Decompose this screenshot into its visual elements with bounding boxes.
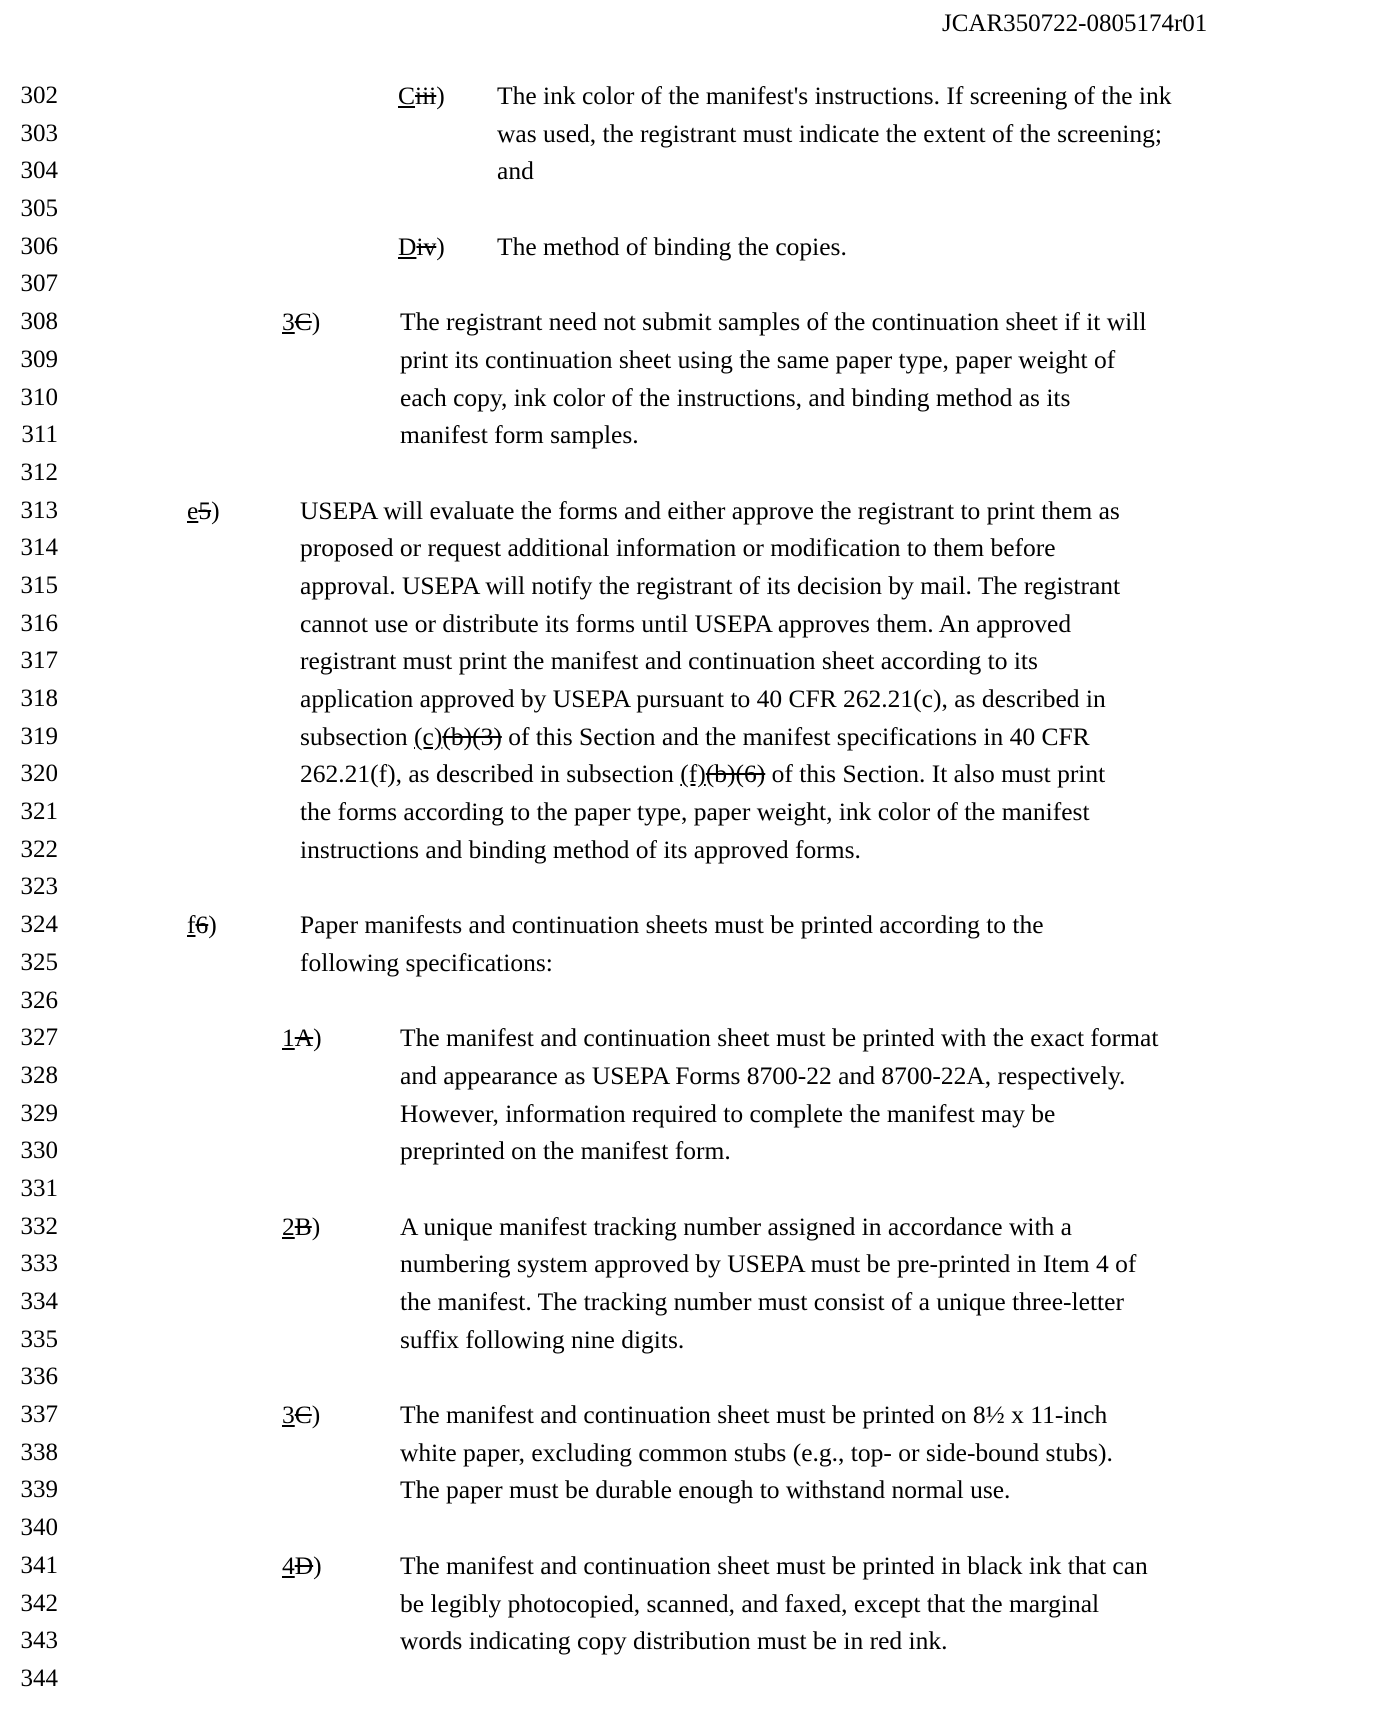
text-row (0, 1019, 1392, 1057)
text-row (0, 1170, 1392, 1208)
line-number: 305 (20, 195, 58, 223)
body-text: of this Section. It also must print (765, 759, 1106, 789)
line-number: 340 (20, 1514, 58, 1542)
inserted-text: (c) (414, 721, 443, 751)
deleted-label: 6 (195, 910, 209, 940)
line-number: 322 (20, 835, 58, 863)
document-body (0, 77, 1392, 1698)
line-number: 303 (20, 119, 58, 147)
paragraph-line (400, 1245, 1136, 1283)
line-number: 315 (20, 571, 58, 599)
body-text: cannot use or distribute its forms until USEPA approves them. An approved (300, 608, 1072, 638)
line-number: 337 (20, 1401, 58, 1429)
line-number: 312 (20, 458, 58, 486)
deleted-label: D (294, 1550, 314, 1580)
paragraph-line (497, 152, 534, 190)
line-number: 310 (20, 383, 58, 411)
paragraph-line (300, 492, 1120, 530)
subsection-label (282, 1019, 322, 1057)
subsection-label (187, 906, 217, 944)
paragraph-line (400, 1396, 1107, 1434)
label-paren: ) (208, 910, 217, 940)
text-row (0, 1434, 1392, 1472)
deleted-label: iv (416, 231, 437, 261)
line-number: 327 (20, 1024, 58, 1052)
line-number: 344 (20, 1664, 58, 1692)
line-number: 325 (20, 948, 58, 976)
line-number: 331 (20, 1174, 58, 1202)
line-number: 330 (20, 1137, 58, 1165)
subsection-label (282, 1547, 322, 1585)
paragraph-line (300, 831, 861, 869)
body-text: preprinted on the manifest form. (400, 1136, 731, 1166)
line-number: 320 (20, 760, 58, 788)
text-row (0, 1471, 1392, 1509)
paragraph-line (400, 416, 639, 454)
line-number: 313 (20, 496, 58, 524)
paragraph-line (400, 379, 1070, 417)
body-text: instructions and binding method of its approved forms. (300, 834, 861, 864)
text-row (0, 944, 1392, 982)
text-row (0, 265, 1392, 303)
text-row (0, 1095, 1392, 1133)
body-text: application approved by USEPA pursuant to 40 CFR 262.21(c), as described in (300, 684, 1106, 713)
body-text: be legibly photocopied, scanned, and faxed, except that the marginal (400, 1588, 1100, 1618)
body-text: and (497, 156, 534, 186)
paragraph-line (300, 718, 1090, 756)
paragraph-line (300, 755, 1105, 793)
line-number: 306 (20, 232, 58, 260)
body-text: each copy, ink color of the instructions, and binding method as its (400, 382, 1071, 412)
paragraph-line (400, 1434, 1113, 1472)
body-text: print its continuation sheet using the same paper type, paper weight of (400, 344, 1116, 374)
line-number: 336 (20, 1363, 58, 1391)
deleted-text: (b)(6) (705, 759, 766, 789)
inserted-label: D (398, 231, 417, 261)
line-number: 338 (20, 1438, 58, 1466)
inserted-label: 4 (282, 1550, 295, 1580)
body-text: 262.21(f), as described in subsection (300, 759, 681, 789)
inserted-label: f (187, 910, 196, 940)
text-row (0, 1321, 1392, 1359)
subsection-label (282, 1208, 320, 1246)
text-row (0, 492, 1392, 530)
text-row (0, 793, 1392, 831)
paragraph-line (400, 341, 1115, 379)
deleted-label: A (294, 1023, 314, 1053)
inserted-label: 3 (282, 307, 295, 337)
paragraph-line (497, 115, 1162, 153)
paragraph-line (400, 1321, 684, 1359)
deleted-label: B (294, 1211, 312, 1241)
paragraph-line (300, 793, 1090, 831)
paragraph-line (300, 567, 1120, 605)
line-number: 342 (20, 1589, 58, 1617)
body-text: was used, the registrant must indicate the extent of the screening; (497, 118, 1162, 148)
line-number: 333 (20, 1250, 58, 1278)
body-text: following specifications: (300, 947, 553, 977)
body-text: registrant must print the manifest and continuation sheet according to its (300, 646, 1038, 676)
label-paren: ) (313, 1023, 322, 1053)
body-text: of this Section and the manifest specifications in 40 CFR (501, 721, 1090, 751)
text-row (0, 718, 1392, 756)
deleted-label: C (294, 1400, 312, 1430)
paragraph-line (400, 1547, 1148, 1585)
body-text: The manifest and continuation sheet must be printed with the exact format (400, 1023, 1159, 1053)
body-text: The registrant need not submit samples of the continuation sheet if it will (400, 307, 1147, 337)
text-row (0, 454, 1392, 492)
label-paren: ) (211, 495, 220, 525)
paragraph-line (300, 642, 1038, 680)
line-number: 314 (20, 534, 58, 562)
inserted-label: C (398, 81, 416, 110)
paragraph-line (497, 228, 847, 266)
inserted-label: 3 (282, 1400, 295, 1430)
paragraph-line (400, 1283, 1124, 1321)
text-row (0, 529, 1392, 567)
body-text: numbering system approved by USEPA must be pre-printed in Item 4 of (400, 1249, 1137, 1279)
inserted-text: (f) (680, 759, 706, 789)
subsection-label (282, 303, 320, 341)
text-row (0, 831, 1392, 869)
text-row (0, 152, 1392, 190)
line-number: 311 (21, 421, 58, 449)
text-row (0, 1585, 1392, 1623)
label-paren: ) (311, 1211, 321, 1241)
line-number: 308 (20, 308, 58, 336)
paragraph-line (300, 529, 1056, 567)
text-row (0, 379, 1392, 417)
line-number: 304 (20, 157, 58, 185)
text-row (0, 341, 1392, 379)
subsection-label (398, 228, 445, 266)
deleted-label: 5 (198, 495, 212, 525)
text-row (0, 982, 1392, 1020)
body-text: manifest form samples. (400, 420, 639, 450)
label-paren: ) (436, 231, 445, 261)
body-text: The manifest and continuation sheet must be printed in black ink that can (400, 1550, 1148, 1580)
text-row (0, 1547, 1392, 1585)
body-text: The ink color of the manifest's instructions. If screening of the ink (497, 81, 1172, 110)
paragraph-line (400, 1208, 1072, 1246)
text-row (0, 1132, 1392, 1170)
inserted-label: e (187, 495, 199, 525)
text-row (0, 680, 1392, 718)
text-row (0, 190, 1392, 228)
paragraph-line (300, 906, 1044, 944)
text-row (0, 605, 1392, 643)
inserted-label: 1 (282, 1023, 295, 1053)
line-number: 321 (20, 798, 58, 826)
subsection-label (187, 492, 220, 530)
paragraph-line (400, 1057, 1125, 1095)
deleted-text: (b)(3) (442, 721, 502, 751)
line-number: 323 (20, 873, 58, 901)
body-text: A unique manifest tracking number assigned in accordance with a (400, 1211, 1072, 1241)
deleted-label: C (294, 307, 312, 337)
paragraph-line (400, 1471, 1010, 1509)
body-text: the manifest. The tracking number must consist of a unique three-letter (400, 1287, 1124, 1316)
label-paren: ) (313, 1550, 322, 1580)
paragraph-line (400, 1622, 947, 1660)
document-id-header: JCAR350722-0805174r01 (942, 10, 1208, 37)
label-paren: ) (311, 307, 321, 337)
paragraph-line (400, 303, 1146, 341)
line-number: 343 (20, 1627, 58, 1655)
text-row (0, 642, 1392, 680)
body-text: the forms according to the paper type, paper weight, ink color of the manifest (300, 797, 1090, 827)
text-row (0, 1509, 1392, 1547)
text-row (0, 906, 1392, 944)
paragraph-line (400, 1132, 731, 1170)
line-number: 332 (20, 1212, 58, 1240)
line-number: 334 (20, 1288, 58, 1315)
subsection-label (282, 1396, 320, 1434)
body-text: The method of binding the copies. (497, 231, 847, 261)
line-number: 339 (20, 1476, 58, 1504)
line-number: 324 (20, 911, 58, 939)
body-text: Paper manifests and continuation sheets must be printed according to the (300, 910, 1044, 940)
body-text: The manifest and continuation sheet must be printed on 8½ x 11-inch (400, 1400, 1108, 1430)
paragraph-line (400, 1585, 1099, 1623)
body-text: suffix following nine digits. (400, 1324, 685, 1354)
text-row (0, 755, 1392, 793)
line-number: 341 (20, 1551, 58, 1579)
text-row (0, 567, 1392, 605)
text-row (0, 115, 1392, 153)
paragraph-line (497, 77, 1172, 115)
paragraph-line (400, 1095, 1055, 1133)
text-row (0, 1396, 1392, 1434)
body-text: approval. USEPA will notify the registrant of its decision by mail. The registrant (300, 570, 1121, 600)
text-row (0, 1208, 1392, 1246)
body-text: The paper must be durable enough to withstand normal use. (400, 1475, 1011, 1505)
label-paren: ) (311, 1400, 321, 1430)
text-row (0, 416, 1392, 454)
text-row (0, 1358, 1392, 1396)
paragraph-line (400, 1019, 1158, 1057)
body-text: However, information required to complete the manifest may be (400, 1098, 1056, 1128)
body-text: USEPA will evaluate the forms and either approve the registrant to print them as (300, 495, 1120, 525)
text-row (0, 1622, 1392, 1660)
paragraph-line (300, 944, 553, 982)
text-row (0, 77, 1392, 115)
text-row (0, 868, 1392, 906)
text-row (0, 1245, 1392, 1283)
text-row (0, 303, 1392, 341)
paragraph-line (300, 680, 1106, 718)
line-number: 309 (20, 345, 58, 373)
line-number: 318 (20, 685, 58, 712)
deleted-label: iii (415, 81, 437, 110)
subsection-label (398, 77, 445, 115)
line-number: 326 (20, 986, 58, 1014)
body-text: subsection (300, 721, 415, 751)
line-number: 328 (20, 1061, 58, 1089)
paragraph-line (300, 605, 1071, 643)
body-text: words indicating copy distribution must be in red ink. (400, 1626, 948, 1656)
text-row (0, 1057, 1392, 1095)
text-row (0, 228, 1392, 266)
line-number: 329 (20, 1099, 58, 1127)
text-row (0, 1660, 1392, 1698)
body-text: proposed or request additional information or modification to them before (300, 533, 1056, 563)
line-number: 335 (20, 1325, 58, 1353)
body-text: white paper, excluding common stubs (e.g., top- or side-bound stubs). (400, 1437, 1113, 1467)
label-paren: ) (436, 81, 445, 110)
inserted-label: 2 (282, 1211, 295, 1241)
line-number: 317 (20, 647, 58, 675)
line-number: 319 (20, 722, 58, 750)
body-text: and appearance as USEPA Forms 8700-22 and 8700-22A, respectively. (400, 1060, 1126, 1090)
line-number: 316 (20, 609, 58, 637)
line-number: 302 (20, 82, 58, 109)
line-number: 307 (20, 270, 58, 298)
text-row (0, 1283, 1392, 1321)
